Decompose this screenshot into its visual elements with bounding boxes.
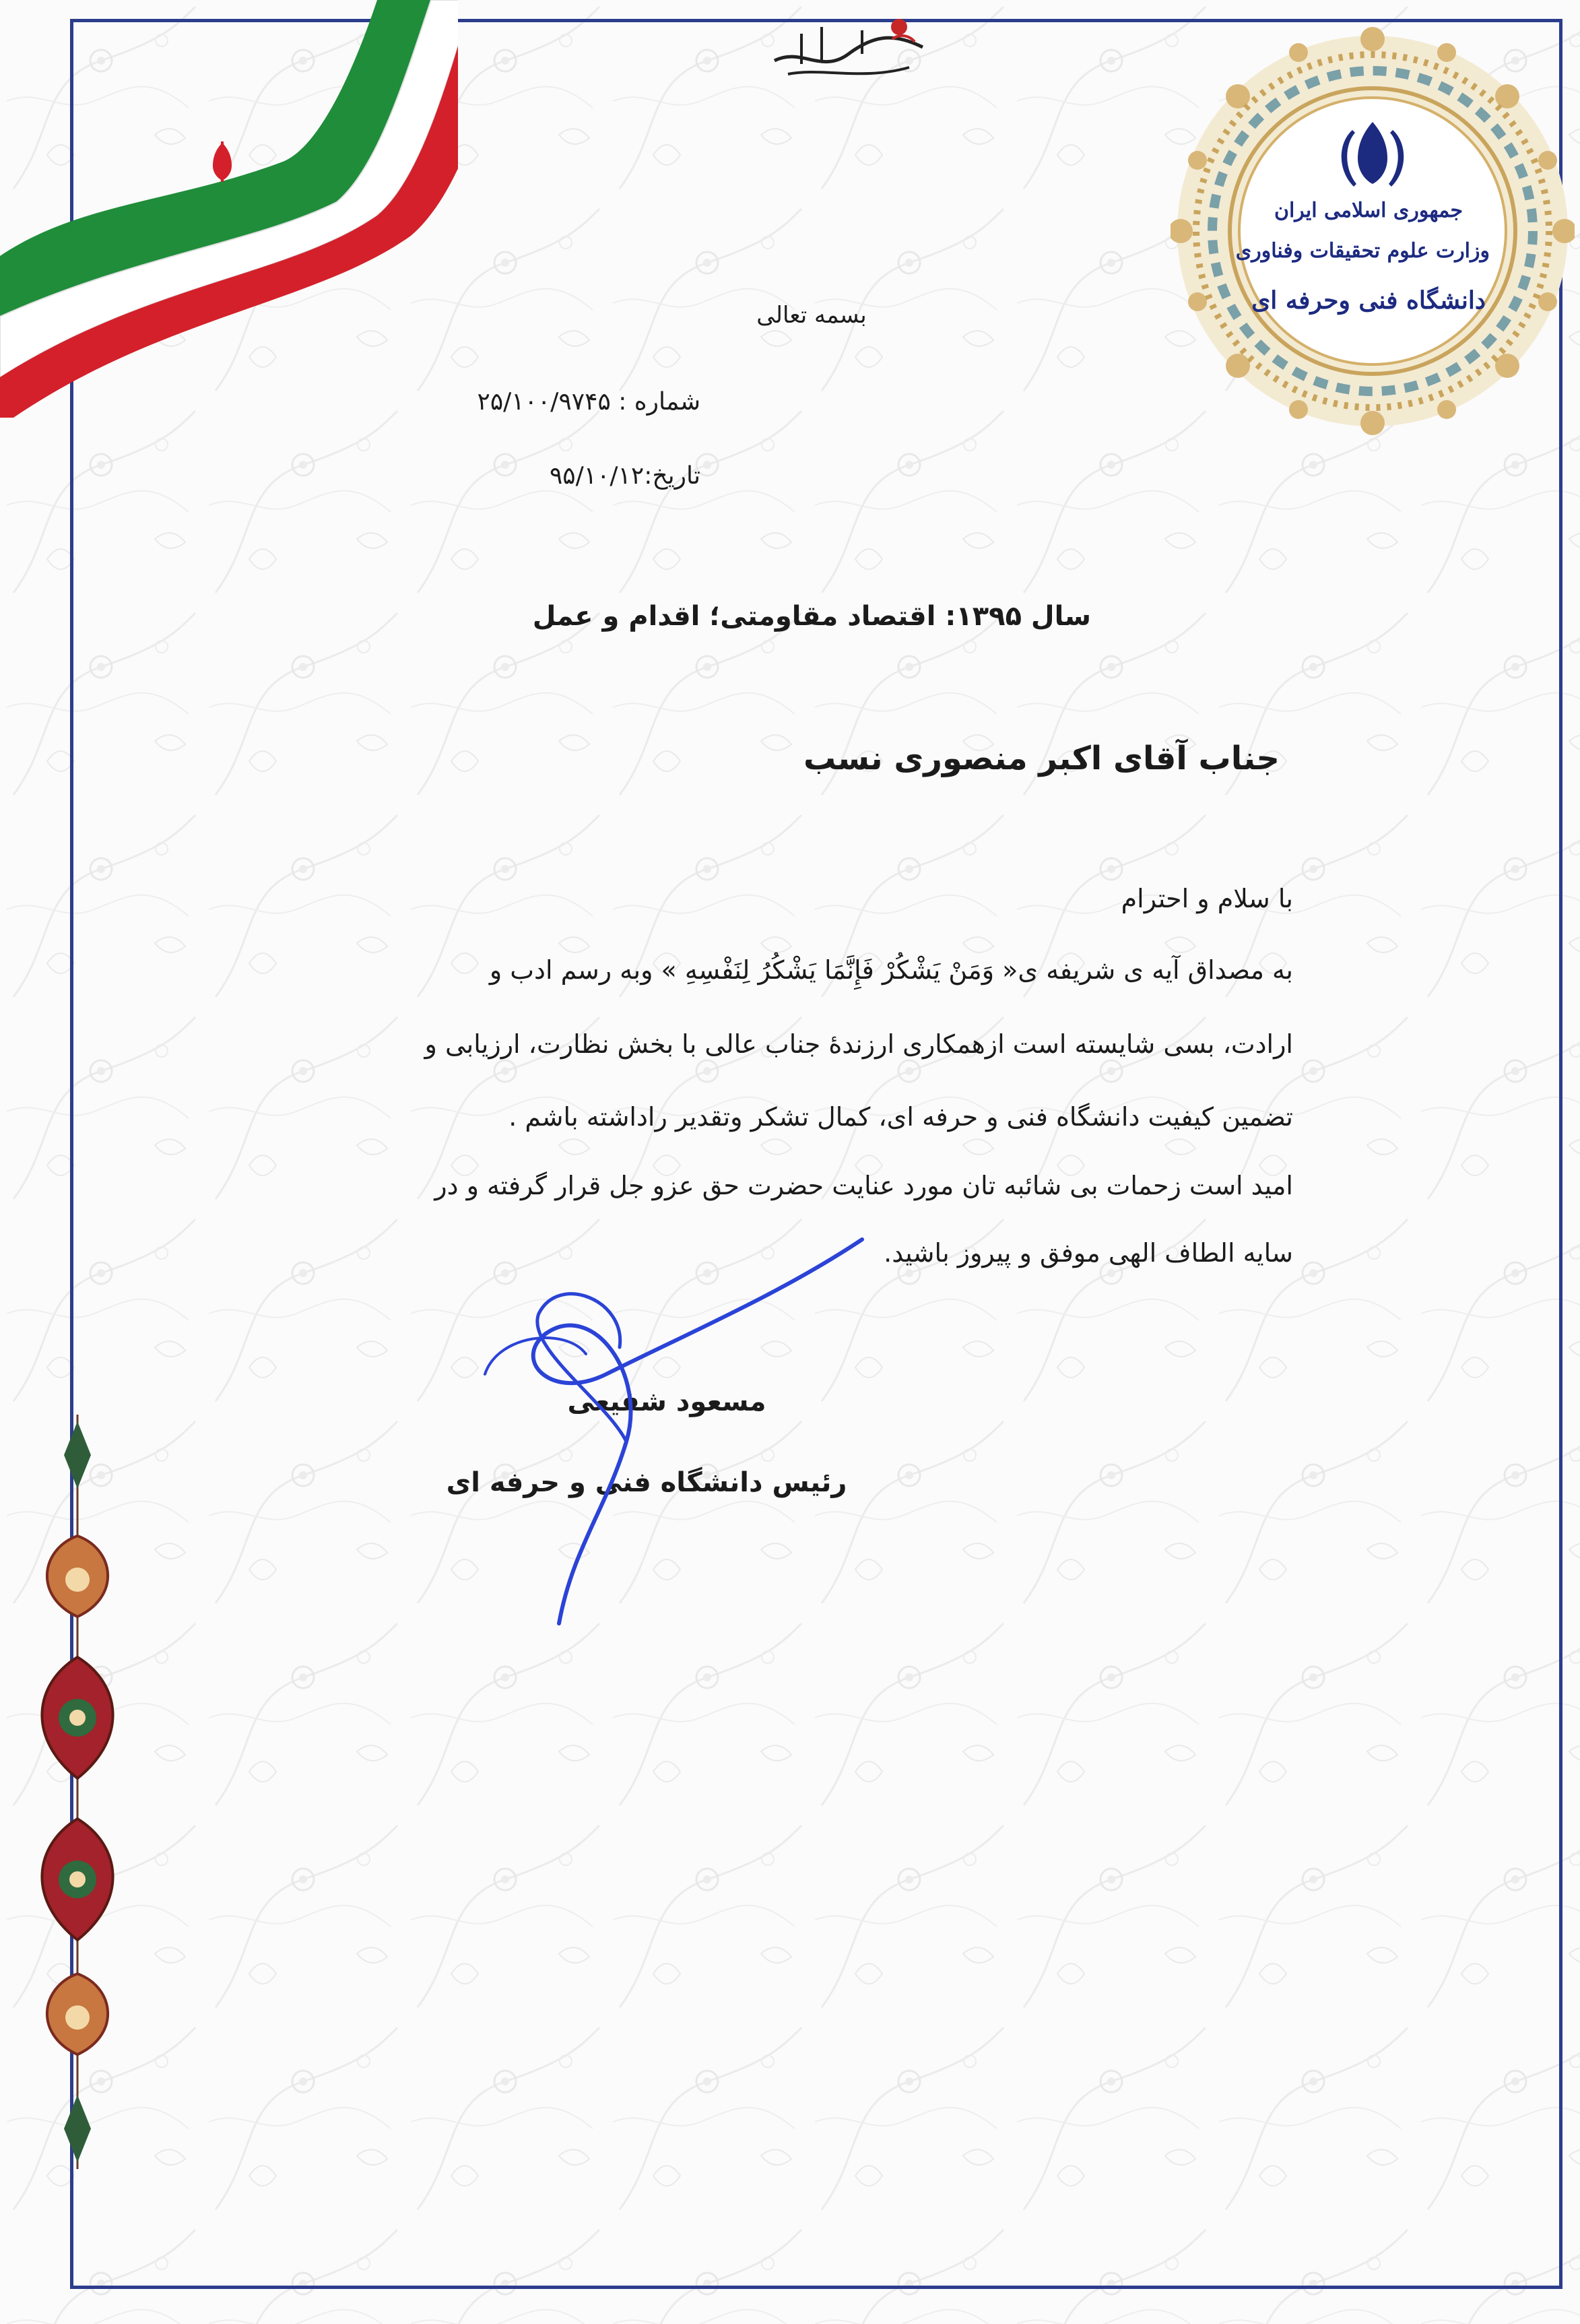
signatory-title: رئیس دانشگاه فنی و حرفه ای bbox=[446, 1467, 847, 1498]
floral-ornament-icon bbox=[27, 1415, 128, 2169]
letter-date: تاریخ:۹۵/۱۰/۱۲ bbox=[549, 462, 700, 490]
seal-line-university: دانشگاه فنی وحرفه ای bbox=[1251, 286, 1486, 315]
signatory-name: مسعود شفیعی bbox=[567, 1386, 766, 1417]
greeting: با سلام و احترام bbox=[1121, 884, 1293, 913]
invocation: بسمه تعالی bbox=[756, 302, 867, 329]
seal-line-republic: جمهوری اسلامی ایران bbox=[1274, 199, 1463, 222]
iran-flag-icon bbox=[0, 0, 458, 418]
body-line-3: تضمین کیفیت دانشگاه فنی و حرفه ای، کمال تشکر وتقدیر راداشته باشم . bbox=[508, 1102, 1293, 1132]
recipient: جناب آقای اکبر منصوری نسب bbox=[803, 740, 1280, 777]
basmala-calligraphy-icon bbox=[761, 7, 936, 88]
body-line-2: ارادت، بسی شایسته است ازهمکاری ارزندهٔ جناب عالی با بخش نظارت، ارزیابی و bbox=[424, 1029, 1293, 1059]
seal-line-ministry: وزارت علوم تحقیقات وفناوری bbox=[1235, 239, 1490, 263]
iran-emblem-icon bbox=[1171, 19, 1575, 443]
letter-number: شماره : ۲۵/۱۰۰/۹۷۴۵ bbox=[477, 388, 700, 416]
year-motto: سال ۱۳۹۵: اقتصاد مقاومتی؛ اقدام و عمل bbox=[532, 601, 1091, 632]
handwritten-signature bbox=[404, 1199, 970, 1644]
body-line-4: امید است زحمات بی شائبه تان مورد عنایت حضرت حق عزو جل قرار گرفته و در bbox=[434, 1171, 1293, 1200]
body-line-1: به مصداق آیه ی شریفه ی« وَمَنْ يَشْكُرْ فَإِنَّمَا يَشْكُرُ لِنَفْسِهِ » وبه رسم ادب و bbox=[489, 955, 1293, 985]
body-line-5: سایه الطاف الهی موفق و پیروز باشید. bbox=[884, 1238, 1293, 1268]
